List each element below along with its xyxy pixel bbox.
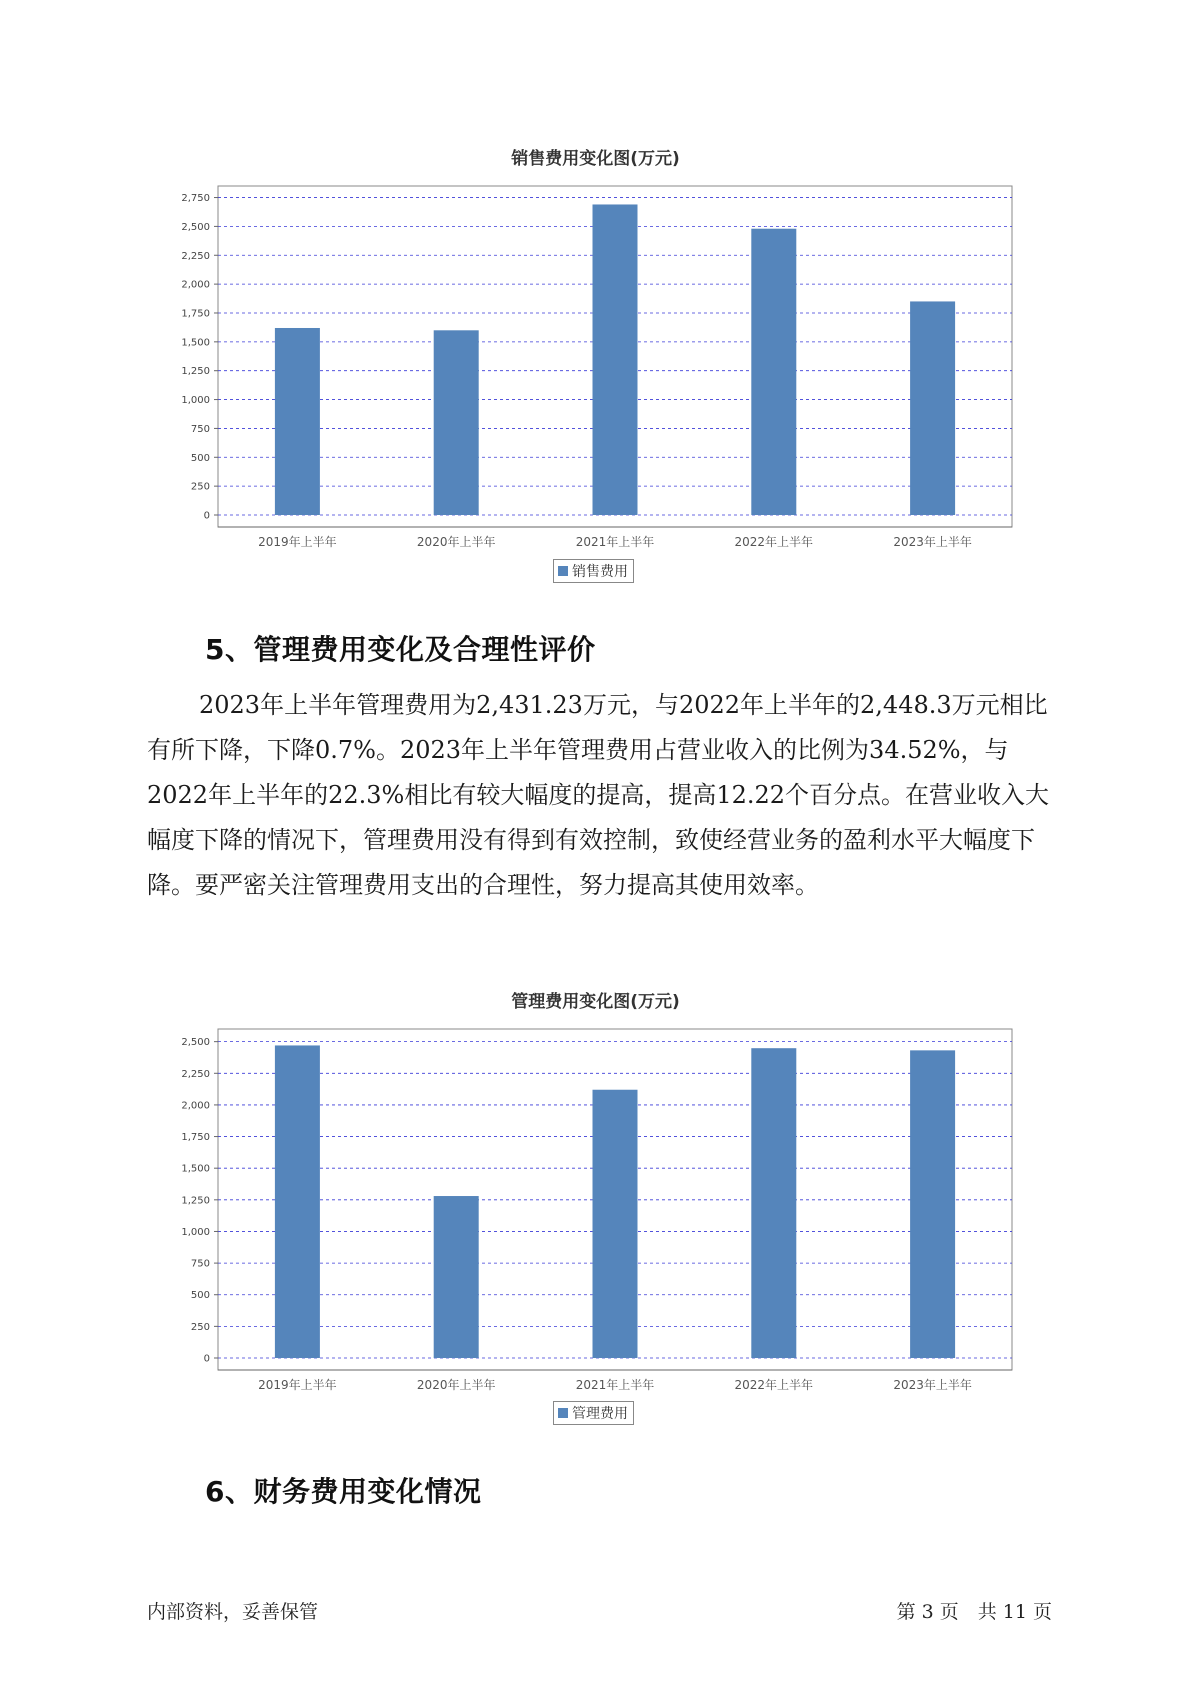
y-tick-label: 2,250 (181, 1068, 210, 1080)
section-6-heading: 6、财务费用变化情况 (205, 1475, 482, 1508)
y-tick-label: 750 (190, 1258, 210, 1270)
y-tick-label: 2,000 (181, 279, 210, 291)
legend-swatch-icon (558, 1408, 568, 1418)
x-tick-label: 2023年上半年 (893, 535, 972, 549)
y-tick-label: 2,500 (181, 1037, 210, 1049)
bar (751, 1048, 796, 1358)
footer-page-number: 第 3 页 共 11 页 (896, 1601, 1052, 1623)
x-tick-label: 2023年上半年 (893, 1378, 972, 1392)
bar (434, 330, 479, 515)
y-tick-label: 2,750 (181, 193, 210, 205)
sales-chart-legend (553, 559, 634, 583)
admin-expense-chart (0, 1015, 1191, 1392)
x-tick-label: 2019年上半年 (258, 535, 337, 549)
y-tick-label: 1,750 (181, 308, 210, 320)
bar (434, 1196, 479, 1358)
y-tick-label: 0 (203, 1353, 210, 1365)
y-tick-label: 1,500 (181, 337, 210, 349)
footer-left: 内部资料，妥善保管 (147, 1601, 319, 1623)
bar (910, 301, 955, 515)
y-tick-label: 1,000 (181, 395, 210, 407)
bar (910, 1050, 955, 1358)
bar (751, 229, 796, 515)
y-tick-label: 2,500 (181, 221, 210, 233)
sales-expense-chart (0, 172, 1191, 549)
x-tick-label: 2019年上半年 (258, 1378, 337, 1392)
y-tick-label: 0 (203, 510, 210, 522)
admin-chart-title: 管理费用变化图(万元) (511, 992, 680, 1012)
x-tick-label: 2022年上半年 (734, 535, 814, 549)
x-tick-label: 2021年上半年 (575, 535, 655, 549)
admin-chart-legend (553, 1401, 634, 1425)
y-tick-label: 2,250 (181, 250, 210, 262)
sales-chart-title: 销售费用变化图(万元) (511, 149, 680, 169)
y-tick-label: 1,250 (181, 366, 210, 378)
section-5-paragraph: 2023年上半年管理费用为2,431.23万元，与2022年上半年的2,448.3万元相比有所下降，下降0.7%。2023年上半年管理费用占营业收入的比例为34.52%，与2022年上半年的22.3%相比有较大幅度的提高，提高12.22个百分点。在营业收入大幅度下降的情况下，管理费用没有得到有效控制，致使经营业务的盈利水平大幅度下降。要严密关注管理费用支出的合理性，努力提高其使用效率。 (147, 691, 1050, 899)
bar (593, 204, 638, 515)
x-tick-label: 2021年上半年 (575, 1378, 655, 1392)
y-tick-label: 1,000 (181, 1226, 210, 1238)
y-tick-label: 1,500 (181, 1163, 210, 1175)
bar (275, 328, 320, 515)
legend-swatch-icon (558, 566, 568, 576)
legend-label: 销售费用 (572, 564, 628, 580)
x-tick-label: 2022年上半年 (734, 1378, 814, 1392)
y-tick-label: 2,000 (181, 1100, 210, 1112)
y-tick-label: 750 (190, 423, 210, 435)
legend-label: 管理费用 (572, 1406, 628, 1422)
bar (593, 1090, 638, 1358)
section-5-heading: 5、管理费用变化及合理性评价 (205, 633, 596, 666)
y-tick-label: 500 (190, 1290, 210, 1302)
x-tick-label: 2020年上半年 (416, 1378, 496, 1392)
y-tick-label: 250 (190, 481, 210, 493)
y-tick-label: 1,250 (181, 1195, 210, 1207)
y-tick-label: 500 (190, 452, 210, 464)
x-tick-label: 2020年上半年 (416, 535, 496, 549)
y-tick-label: 1,750 (181, 1132, 210, 1144)
bar (275, 1045, 320, 1358)
y-tick-label: 250 (190, 1321, 210, 1333)
